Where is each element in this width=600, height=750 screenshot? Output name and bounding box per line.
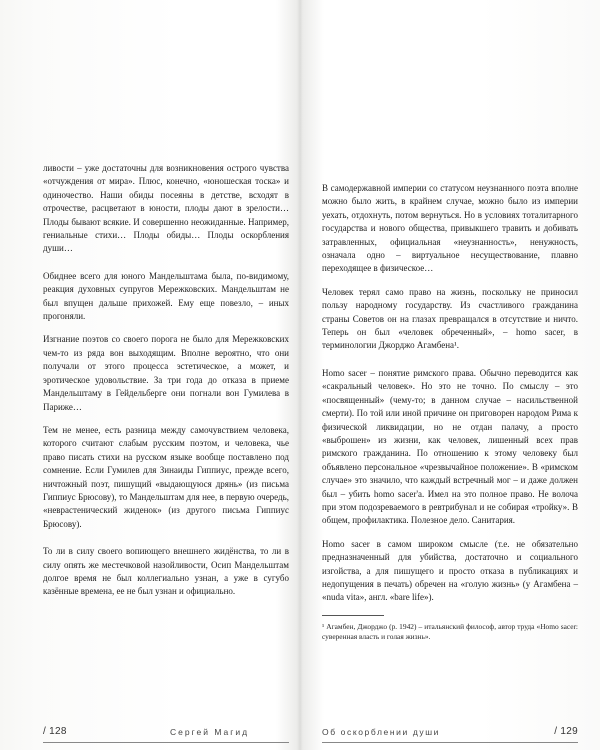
left-text-column [43, 162, 289, 609]
left-paragraph-2: Обиднее всего для юного Мандельштама была, по-видимому, реакция духовных супругов Мережковских. Мандельштам не был впущен дальше прихожей. Ему еще повезло, – иных прогоняли. [43, 270, 289, 322]
footer-rule-left [43, 742, 289, 743]
footnote-rule [322, 615, 384, 616]
footer-rule-right [322, 742, 578, 743]
page-number-left: / 128 [43, 726, 67, 737]
left-paragraph-4: Тем не менее, есть разница между самочувствием человека, которого считают слабым русским поэтом, и человека, чье право писать стихи на русском языке вообще поставлено под сомнение. Если Гумилев для Зинаиды Гиппиус, прежде всего, ничтожный поэт, пишущий «выдающуюся дрянь» (из письма Гиппиус Брюсову), то Мандельштам для нее, в первую очередь, «неврастенический жиденок» (из другого письма Гиппиус Брюсову). [43, 424, 289, 529]
footnote: ¹ Агамбен, Джорджо (р. 1942) – итальянский философ, автор труда «Homo sacer: суверенная власть и голая жизнь». [322, 621, 578, 642]
running-head-author: Сергей Магид [170, 727, 250, 737]
left-paragraph-1: ливости – уже достаточны для возникновения острого чувства «отчуждения от мира». Плюс, конечно, «юношеская тоска» и одиночество. Наши обиды посеяны в детстве, всходят в отрочестве, расцветают в юности, плоды дают в зрелости… Плоды бывают всякие. И совершенно неожиданные. Например, гениальные стихи… Плоды обиды… Плоды оскорбления души… [43, 163, 289, 254]
right-paragraph-1: В самодержавной империи со статусом неузнанного поэта вполне можно было жить, в крайнем случае, можно было из империи уехать, отдохнуть, потом вернуться. Но в условиях тоталитарного государства и нового общества, привыкшего травить и добивать затравленных, официальная «неузнанность», ненужность, означала одно – виртуальное несуществование, плавно переходящее в физическое… [322, 183, 578, 274]
right-paragraph-4: Homo sacer в самом широком смысле (т.е. не обязательно предназначенный для убийства, достаточно и социального изгойства, а для пишущего и просто отказа в публикациях и недопущения в печать) обречен на «голую жизнь» (у Агамбена – «nuda vita», англ. «bare life»). [322, 538, 578, 603]
right-paragraph-3: Homo sacer – понятие римского права. Обычно переводится как «сакральный человек». Но это не точно. По смыслу – это «посвященный» (чему-то; в данном случае – насильственной смерти). По той или иной причине он приговорен народом Рима к физической ликвидации, но не отдан палачу, а просто «выброшен» из жизни, как человек, лишенный всех прав римского гражданина. По отношению к этому человеку был объявлено персональное «чрезвычайное положение». В «римском случае» это значило, что каждый встречный мог – и даже должен был – убить homo sacer'a. Имел на это полное право. Не волоча при этом подозреваемого в ревтрибунал и не собирая «тройку». В общем, профилактика. Полезное дело. Санитария. [322, 367, 578, 526]
running-head-title: Об оскорблении души [322, 727, 440, 737]
right-text-column [322, 182, 578, 643]
right-page [302, 0, 600, 750]
left-page [0, 0, 298, 750]
page-number-right: / 129 [554, 726, 578, 737]
left-paragraph-3: Изгнание поэтов со своего порога не было для Мережковских чем-то из ряда вон выходящим. Вполне вероятно, что они получали от этого процесса эстетическое, а может, и эротическое удовольствие. За три года до отказа в приеме Мандельштаму в Гейдельберге они погнали вон Гумилева в Париже… [43, 334, 289, 412]
right-paragraph-2: Человек терял само право на жизнь, поскольку не приносил пользу народному государству. Из счастливого гражданина страны Советов он на глазах превращался в отсутствие и ничто. Теперь он был «человек обреченный», – homo sacer, в терминологии Джорджо Агамбена¹. [322, 286, 578, 351]
left-paragraph-5: То ли в силу своего вопиющего внешнего жидёнства, то ли в силу опять же местечковой назойливости, Осип Мандельштам долгое время не был коллегиально узнан, а уже в сугубо казённые времена, ее не был узнан и официально. [43, 546, 289, 597]
